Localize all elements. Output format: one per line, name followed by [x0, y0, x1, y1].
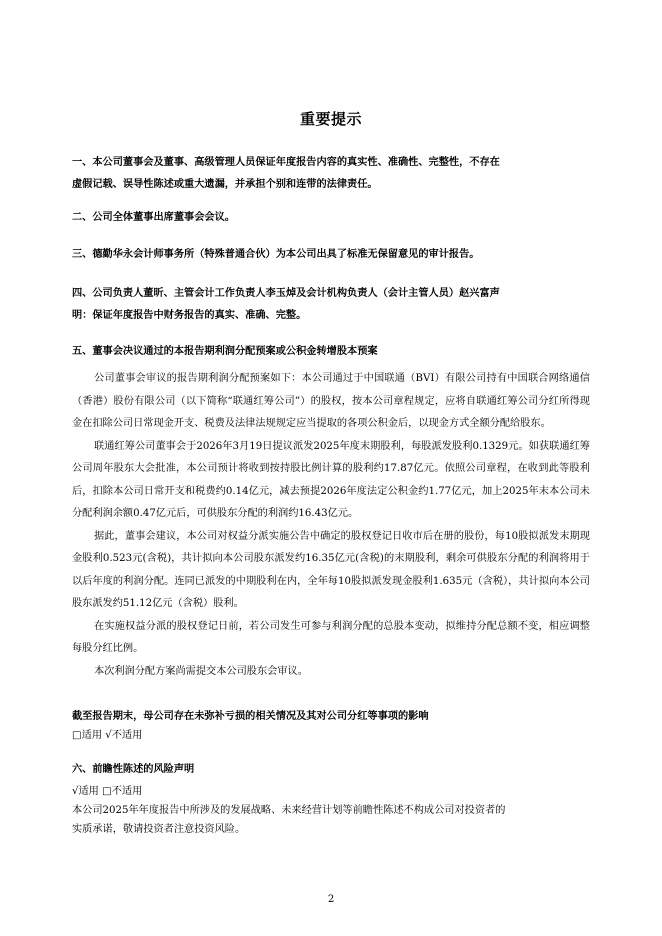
page-title: 重要提示: [299, 110, 362, 128]
notice-item-4-line1: 四、公司负责人董昕、主管会计工作负责人李玉焯及会计机构负责人（会计主管人员）赵兴富声: [72, 288, 500, 299]
risk-text-line2: 实质承诺，敬请投资者注意投资风险。: [72, 824, 246, 835]
deficit-applicability: □适用 √不适用: [72, 730, 143, 741]
profit-paragraph-5: 本次利润分配方案尚需提交本公司股东会审议。: [94, 665, 308, 677]
page-number: 2: [327, 894, 335, 905]
notice-item-4: [72, 283, 590, 327]
profit-paragraph-3: 据此，董事会建议，本公司对权益分派实施公告中确定的股权登记日收市后在册的股份，每10股拟派发末期现金股利0.523元(含税)，共计拟向本公司股东派发约16.35亿元(含税)的末期股利，剩余可供股东分配的利润将用于以后年度的利润分配。连同已派发的中期股利在内，全年每10股拟派发现金股利1.635元（含税），共计拟向本公司股东派发约51.12亿元（含税）股利。: [72, 530, 590, 609]
notice-item-1: [72, 152, 590, 196]
profit-paragraph-2: 联通红筹公司董事会于2026年3月19日提议派发2025年度末期股利，每股派发股利0.1329元。如获联通红筹公司周年股东大会批准，本公司预计将收到按持股比例计算的股利约17.87亿元。依照公司章程，在收到此等股利后，扣除本公司日常开支和税费约0.14亿元，减去预提2026年度法定公积金约1.77亿元，加上2025年末本公司未分配利润余额0.47亿元后，可供股东分配的利润约16.43亿元。: [72, 440, 590, 519]
risk-statement: [72, 782, 590, 839]
section-six-heading: 六、前瞻性陈述的风险声明: [72, 764, 195, 775]
notice-item-2: 二、公司全体董事出席董事会会议。: [72, 212, 235, 223]
notice-item-4-line2: 明：保证年度报告中财务报告的真实、准确、完整。: [72, 310, 307, 321]
deficit-heading: 截至报告期末，母公司存在未弥补亏损的相关情况及其对公司分红等事项的影响: [72, 711, 429, 722]
profit-paragraph-1: 公司董事会审议的报告期利润分配预案如下：本公司通过于中国联通（BVI）有限公司持有中国联合网络通信（香港）股份有限公司（以下简称“联通红筹公司”）的股权，按本公司章程规定，应将自联通红筹公司分红所得现金在扣除公司日常现金开支、税费及法律法规规定应当提取的各项公积金后，以现金方式全额分配给股东。: [72, 373, 590, 429]
notice-item-1-line2: 虚假记载、误导性陈述或重大遗漏，并承担个别和连带的法律责任。: [72, 179, 378, 190]
risk-text-line1: 本公司2025年年度报告中所涉及的发展战略、未来经营计划等前瞻性陈述不构成公司对投资者的: [72, 805, 506, 816]
section-five-heading: 五、董事会决议通过的本报告期利润分配预案或公积金转增股本预案: [72, 346, 378, 357]
notice-item-3: 三、德勤华永会计师事务所（特殊普通合伙）为本公司出具了标准无保留意见的审计报告。: [72, 249, 480, 260]
risk-applicability: √适用 □不适用: [72, 786, 143, 797]
profit-distribution-body: [72, 368, 590, 683]
notice-item-1-line1: 一、本公司董事会及董事、高级管理人员保证年度报告内容的真实性、准确性、完整性，不存在: [72, 157, 500, 168]
profit-paragraph-4: 在实施权益分派的股权登记日前，若公司发生可参与利润分配的总股本变动，拟维持分配总额不变，相应调整每股分红比例。: [72, 620, 590, 654]
